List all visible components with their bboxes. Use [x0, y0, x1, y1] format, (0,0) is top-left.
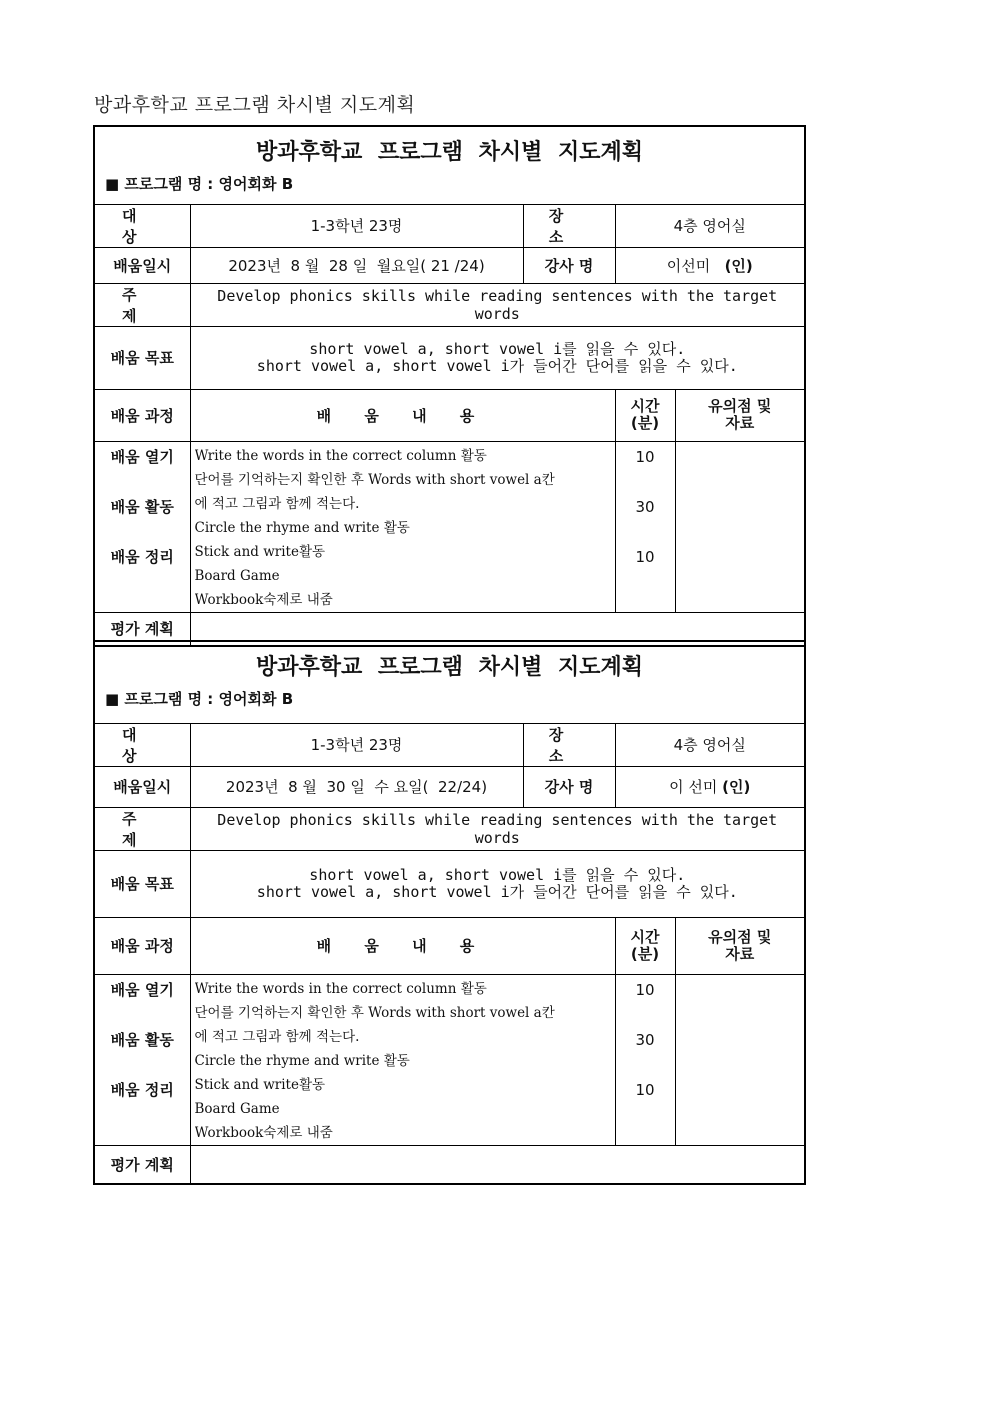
topic-value: Develop phonics skills while reading sentences with the target words — [190, 807, 805, 850]
notes-header-line-1: 유의점 및 — [708, 397, 772, 415]
notes-header — [675, 917, 805, 974]
time-open: 10 — [635, 447, 655, 466]
lesson-plan-table-1 — [93, 125, 806, 647]
content-header: 배 움 내 용 — [190, 917, 615, 974]
topic-label: 주 제 — [94, 283, 190, 326]
instructor-seal: (인) — [722, 778, 751, 796]
instructor-value — [615, 766, 805, 807]
date-value: 2023년 8 월 30 일 수 요일( 22/24) — [190, 766, 523, 807]
content-line: Stick and write활동 — [194, 1076, 326, 1093]
time-open: 10 — [635, 980, 655, 999]
goal-label: 배움 목표 — [94, 326, 190, 389]
content-line: Write the words in the correct column 활동 — [194, 447, 487, 464]
location-label: 장 소 — [523, 723, 615, 766]
notes-cell — [675, 974, 805, 1145]
location-value: 4층 영어실 — [615, 723, 805, 766]
instructor-seal: (인) — [724, 256, 753, 275]
plan-header — [94, 641, 805, 723]
target-label: 대 상 — [94, 723, 190, 766]
step-open: 배움 열기 — [110, 447, 174, 466]
time-values — [615, 974, 675, 1145]
notes-cell — [675, 441, 805, 612]
topic-label: 주 제 — [94, 807, 190, 850]
notes-header — [675, 389, 805, 441]
process-label: 배움 과정 — [94, 389, 190, 441]
document-title: 방과후학교 프로그램 차시별 지도계획 — [94, 94, 416, 116]
time-header-line-2: (분) — [630, 944, 660, 963]
step-wrapup: 배움 정리 — [110, 547, 174, 566]
step-open: 배움 열기 — [110, 980, 174, 999]
notes-header-line-1: 유의점 및 — [708, 927, 772, 946]
location-value: 4층 영어실 — [615, 204, 805, 247]
date-label: 배움일시 — [94, 247, 190, 283]
content-line: Stick and write활동 — [194, 543, 326, 560]
content-line: Board Game — [194, 1100, 280, 1117]
goal-line-1: short vowel a, short vowel i를 읽을 수 있다. — [309, 865, 686, 884]
instructor-value — [615, 247, 805, 283]
time-activity: 30 — [635, 1030, 655, 1049]
topic-value: Develop phonics skills while reading sentences with the target words — [190, 283, 805, 326]
time-header-line-1: 시간 — [630, 397, 660, 415]
process-steps — [94, 974, 190, 1145]
time-wrapup: 10 — [635, 1080, 655, 1099]
plan-header — [94, 126, 805, 204]
program-name: ■ 프로그램 명 : 영어회화 B — [105, 690, 294, 708]
goal-line-2: short vowel a, short vowel i가 들어간 단어를 읽을 수 있다. — [256, 356, 738, 375]
content-line: Write the words in the correct column 활동 — [194, 980, 487, 997]
content-line: Board Game — [194, 567, 280, 584]
plan-title: 방과후학교 프로그램 차시별 지도계획 — [256, 139, 644, 165]
date-label: 배움일시 — [94, 766, 190, 807]
content-line: 에 적고 그림과 함께 적는다. — [194, 495, 360, 512]
goal-value — [190, 326, 805, 389]
process-label: 배움 과정 — [94, 917, 190, 974]
lesson-plan-table-2 — [93, 640, 806, 1185]
notes-header-line-2: 자료 — [725, 414, 755, 432]
content-line: Workbook숙제로 내줌 — [194, 1124, 333, 1141]
content-line: 에 적고 그림과 함께 적는다. — [194, 1028, 360, 1045]
evaluation-value — [190, 1145, 805, 1184]
goal-value — [190, 850, 805, 917]
step-activity: 배움 활동 — [110, 1030, 174, 1049]
content-header: 배 움 내 용 — [190, 389, 615, 441]
time-header — [615, 389, 675, 441]
content-line: 단어를 기억하는지 확인한 후 Words with short vowel a칸 — [194, 471, 555, 488]
content-lines — [190, 441, 615, 612]
target-value: 1-3학년 23명 — [190, 204, 523, 247]
instructor-name: 이선미 — [666, 256, 711, 275]
time-header-line-2: (분) — [630, 414, 660, 432]
step-activity: 배움 활동 — [110, 497, 174, 516]
location-label: 장 소 — [523, 204, 615, 247]
notes-header-line-2: 자료 — [725, 944, 755, 963]
process-steps — [94, 441, 190, 612]
content-line: Workbook숙제로 내줌 — [194, 591, 333, 608]
time-values — [615, 441, 675, 612]
time-wrapup: 10 — [635, 547, 655, 566]
evaluation-label: 평가 계획 — [94, 612, 190, 646]
time-header — [615, 917, 675, 974]
time-activity: 30 — [635, 497, 655, 516]
content-line: Circle the rhyme and write 활동 — [194, 519, 410, 536]
plan-title: 방과후학교 프로그램 차시별 지도계획 — [256, 654, 644, 680]
target-label: 대 상 — [94, 204, 190, 247]
instructor-label: 강사 명 — [523, 766, 615, 807]
instructor-name: 이 선미 — [669, 778, 718, 796]
content-line: Circle the rhyme and write 활동 — [194, 1052, 410, 1069]
goal-line-2: short vowel a, short vowel i가 들어간 단어를 읽을 수 있다. — [256, 882, 738, 901]
goal-label: 배움 목표 — [94, 850, 190, 917]
goal-line-1: short vowel a, short vowel i를 읽을 수 있다. — [309, 339, 686, 358]
program-name: ■ 프로그램 명 : 영어회화 B — [105, 175, 294, 193]
evaluation-label: 평가 계획 — [94, 1145, 190, 1184]
content-line: 단어를 기억하는지 확인한 후 Words with short vowel a칸 — [194, 1004, 555, 1021]
content-lines — [190, 974, 615, 1145]
date-value: 2023년 8 월 28 일 월요일( 21 /24) — [190, 247, 523, 283]
time-header-line-1: 시간 — [630, 927, 660, 946]
target-value: 1-3학년 23명 — [190, 723, 523, 766]
step-wrapup: 배움 정리 — [110, 1080, 174, 1099]
instructor-label: 강사 명 — [523, 247, 615, 283]
